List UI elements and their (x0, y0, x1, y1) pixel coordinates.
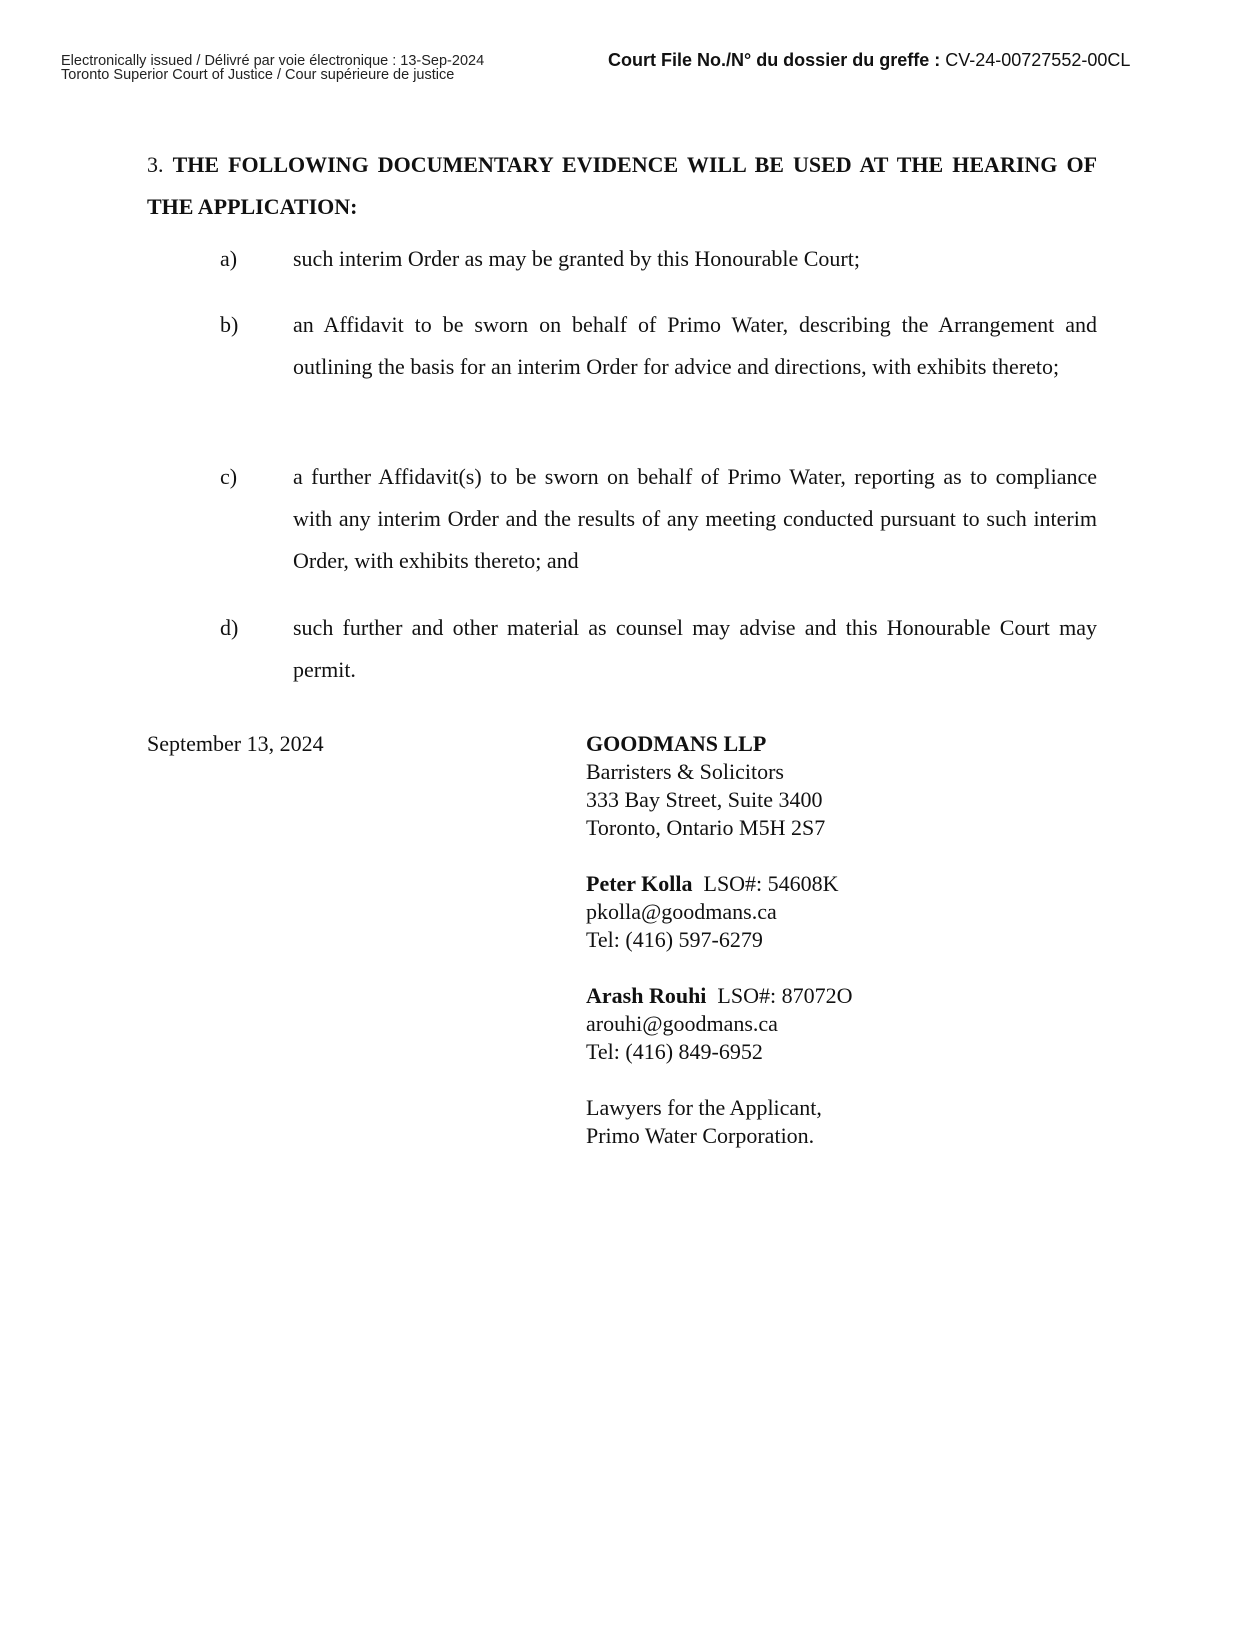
list-item-letter: c) (220, 464, 238, 489)
counsel-role-line1: Lawyers for the Applicant, (586, 1095, 822, 1120)
court-file-label: Court File No./N° du dossier du greffe : (608, 50, 941, 70)
section-heading (147, 144, 1097, 228)
firm-address-line2: Toronto, Ontario M5H 2S7 (586, 815, 826, 840)
issued-line: Electronically issued / Délivré par voie électronique : 13-Sep-2024 (61, 53, 485, 69)
lawyer-email: pkolla@goodmans.ca (586, 899, 777, 924)
list-item (147, 456, 1097, 582)
lawyer-line (586, 982, 852, 1010)
lawyer-email: arouhi@goodmans.ca (586, 1011, 778, 1036)
lawyer-name: Arash Rouhi (586, 983, 707, 1008)
lawyer-name: Peter Kolla (586, 871, 693, 896)
signature-block (586, 730, 852, 1150)
section-title: THE FOLLOWING DOCUMENTARY EVIDENCE WILL BE USED AT THE HEARING OF THE APPLICATION: (147, 152, 1098, 219)
court-file-number (608, 50, 1130, 71)
court-line: Toronto Superior Court of Justice / Cour supérieure de justice (61, 67, 455, 83)
list-item-text: a further Affidavit(s) to be sworn on behalf of Primo Water, reporting as to compliance with any interim Order and the results of any meeting conducted pursuant to such interim Order, with exhibits thereto; and (293, 464, 1097, 573)
list-item (147, 607, 1097, 691)
firm-name: GOODMANS LLP (586, 731, 767, 756)
counsel-role-line2: Primo Water Corporation. (586, 1123, 815, 1148)
lawyer-line (586, 870, 852, 898)
lawyer-lso: LSO#: 54608K (703, 871, 839, 896)
list-item-letter: d) (220, 615, 239, 640)
firm-address-line1: 333 Bay Street, Suite 3400 (586, 787, 823, 812)
list-item (147, 238, 1097, 280)
document-date: September 13, 2024 (147, 731, 324, 756)
list-item-text: an Affidavit to be sworn on behalf of Primo Water, describing the Arrangement and outlining the basis for an interim Order for advice and directions, with exhibits thereto; (293, 312, 1097, 379)
lawyer-lso: LSO#: 87072O (717, 983, 853, 1008)
court-file-value: CV-24-00727552-00CL (945, 50, 1131, 70)
list-item (147, 304, 1097, 388)
list-item-text: such interim Order as may be granted by this Honourable Court; (293, 246, 860, 271)
list-item-letter: b) (220, 312, 239, 337)
lawyer-tel: Tel: (416) 849-6952 (586, 1039, 763, 1064)
lawyer-tel: Tel: (416) 597-6279 (586, 927, 763, 952)
section-number: 3. (147, 152, 164, 177)
list-item-text: such further and other material as counsel may advise and this Honourable Court may permit. (293, 615, 1097, 682)
firm-type: Barristers & Solicitors (586, 759, 784, 784)
list-item-letter: a) (220, 246, 238, 271)
e-filing-stamp (61, 54, 484, 82)
